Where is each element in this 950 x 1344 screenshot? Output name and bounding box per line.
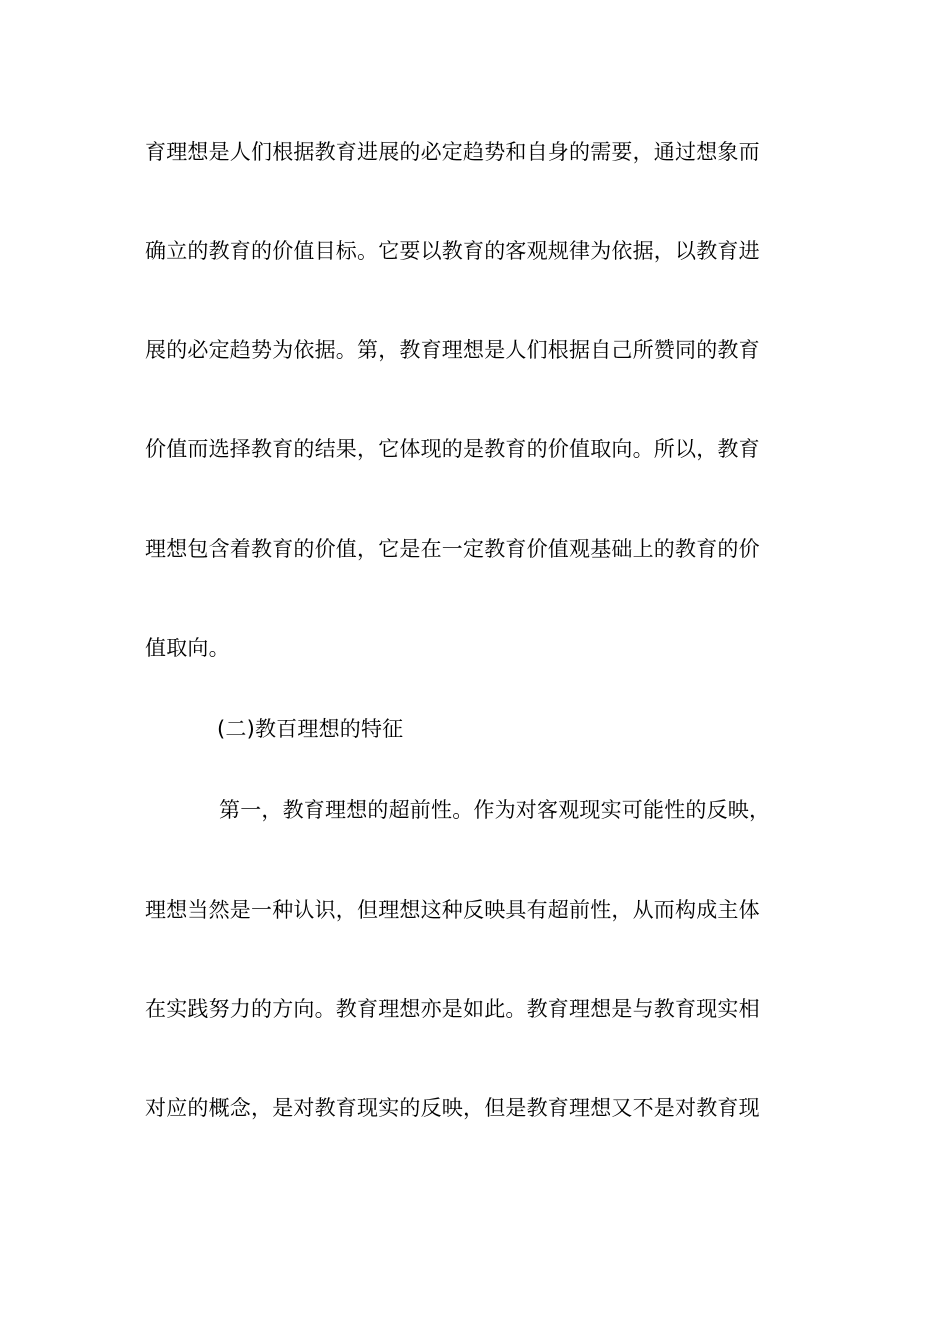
text-line: 育理想是人们根据教育进展的必定趋势和自身的需要，通过想象而 [145, 140, 760, 164]
text-line: 理想当然是一种认识，但理想这种反映具有超前性，从而构成主体 [145, 898, 760, 922]
text-line: 理想包含着教育的价值，它是在一定教育价值观基础上的教育的价 [145, 537, 760, 561]
text-line: 对应的概念，是对教育现实的反映，但是教育理想又不是对教育现 [145, 1096, 760, 1120]
text-line: 价值而选择教育的结果，它体现的是教育的价值取向。所以，教育 [145, 437, 760, 461]
text-line: 值取向。 [145, 636, 230, 660]
text-line: 在实践努力的方向。教育理想亦是如此。教育理想是与教育现实相 [145, 997, 760, 1021]
text-line: 展的必定趋势为依据。第，教育理想是人们根据自己所赞同的教育 [145, 338, 760, 362]
section-heading: (二)教百理想的特征 [217, 717, 404, 741]
text-line: 确立的教育的价值目标。它要以教育的客观规律为依据，以教育进 [145, 239, 760, 263]
text-line: 第一，教育理想的超前性。作为对客观现实可能性的反映， [219, 798, 771, 822]
